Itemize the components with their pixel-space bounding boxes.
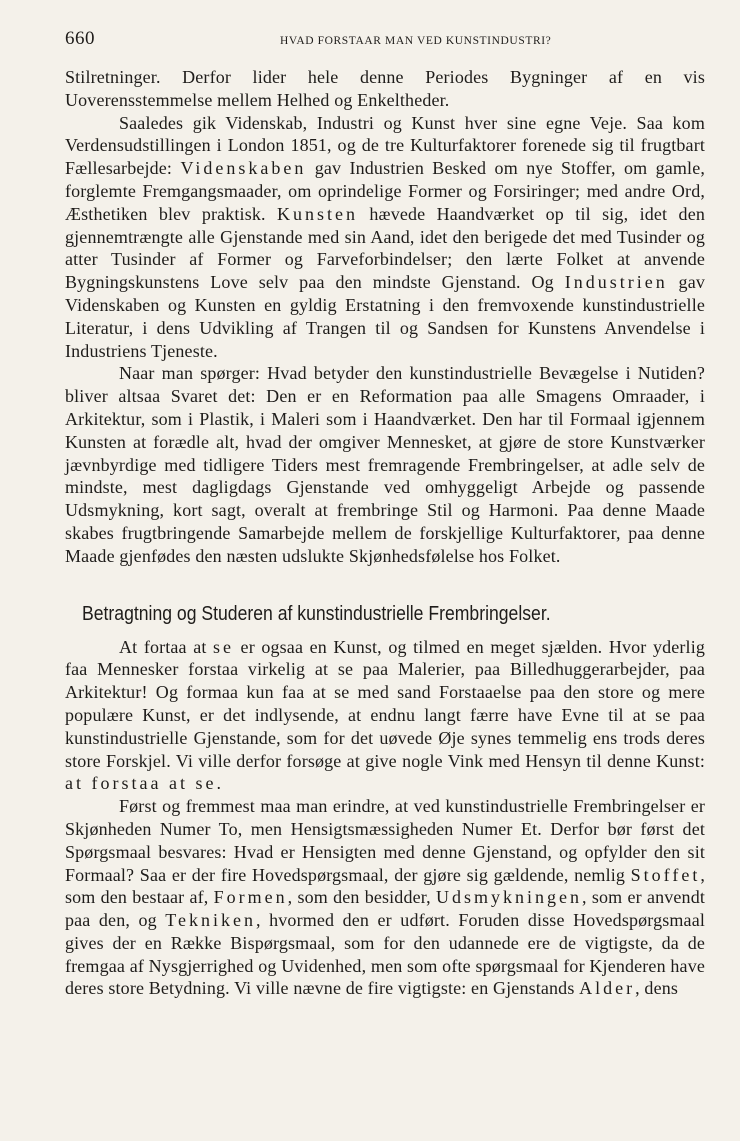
text-run: At fortaa at [119, 636, 214, 657]
spaced-word: Stoffet [630, 864, 701, 885]
book-page [65, 28, 705, 1000]
text-run: gav Videnskaben og Kunsten en gyldig Erstatning i den fremvoxende kunstindustrielle Literatur, i dens Udvikling af Trangen til og Sandsen for Kunstens Anvendelse i Industriens Tjeneste. [65, 272, 705, 361]
text-run: er ogsaa en Kunst, og tilmed en meget sjælden. Hvor yderlig faa Mennesker forstaa virkelig at se paa Malerier, paa Billedhuggerarbejder, paa Arkitektur! Og formaa kun faa at se med sand Forstaaelse paa den store og mere populære Kunst, er det indlysende, at endnu langt færre have Evne til at se paa kunstindustrielle Gjenstande, som for det uøvede Øje synes temmelig ens trods deres store Forskjel. Vi ville derfor forsøge at give nogle Vink med Hensyn til denne Kunst: [65, 636, 705, 771]
paragraph [65, 362, 705, 567]
text-run: , som den bestaar af, [65, 864, 705, 908]
section-1-text [65, 66, 705, 568]
text-run: , hvormed den er udført. Foruden disse Hovedspørgsmaal gives der en Række Bispørgsmaal, som for den udannede ere de vigtigste, da de fremgaa af Nysgjerrighed og Uvidenhed, men som ofte spørgsmaal for Kjenderen have deres store Betydning. Vi ville nævne de fire vigtigste: en Gjenstands [65, 910, 705, 999]
paragraph [65, 66, 705, 112]
running-head [65, 28, 705, 54]
spaced-word: Tekniken [165, 910, 256, 931]
spaced-word: Formen [213, 887, 288, 908]
text-run: Saaledes gik Videnskab, Industri og Kunst hver sine egne Veje. Saa kom Verdensudstillingen i London 1851, og de tre Kulturfaktorer forenede sig til frugtbart Fællesarbejde: [65, 112, 705, 179]
text-run: hævede Haandværket op til sig, idet den gjennemtrængte alle Gjenstande med sin Aand, idet den berigede det med Tusinder og atter Tusinder af Former og Farveforbindelser; den lærte Folket at anvende Bygningskunstens Love selv paa den mindste Gjenstand. Og [65, 203, 705, 293]
running-title: HVAD FORSTAAR MAN VED KUNSTINDUSTRI? [280, 35, 552, 47]
spaced-word: at forstaa at se. [65, 773, 224, 794]
text-run: Naar man spørger: Hvad betyder den kunstindustrielle Bevægelse i Nutiden? bliver altsaa Svaret det: Den er en Reformation paa alle Smagens Omraader, i Arkitektur, som i Plastik, i Maleri som i Haandværket. Den har til Formaal igjennem Kunsten at forædle alt, hvad der omgiver Mennesket, at gjøre de store Kunstværker jævnbyrdige med tidligere Tiders mest fremragende Frembringelser, at adle selv de mindste, mest dagligdags Gjenstande ved omhyggeligt Arbejde og passende Udsmykning, kort sagt, overalt at frembringe Stil og Harmoni. Paa denne Maade skabes frugtbringende Samarbejde mellem de forskjellige Kulturfaktorer, paa denne Maade gjenfødes den næsten udslukte Skjønhedsfølelse hos Folket. [65, 363, 705, 566]
paragraph [65, 636, 705, 796]
spaced-word: se [213, 636, 235, 657]
text-run: , som den besidder, [287, 887, 437, 908]
paragraph [65, 795, 705, 1000]
spaced-word: Industrien [564, 272, 668, 293]
section-2-text [65, 636, 705, 1001]
text-run: , som er anvendt paa den, og [65, 887, 705, 931]
spaced-word: Kunsten [277, 203, 359, 224]
section-heading: Betragtning og Studeren af kunstindustrielle Frembringelser. [82, 602, 551, 625]
text-run: Først og fremmest maa man erindre, at ved kunstindustrielle Frembringelser er Skjønheden Numer To, men Hensigtsmæssigheden Numer Et. Derfor bør først det Spørgsmaal besvares: Hvad er Hensigten med denne Gjenstand, og opfylder den sit Formaal? Saa er der fire Hovedspørgsmaal, der gjøre sig gældende, nemlig [65, 796, 705, 885]
page-number: 660 [65, 28, 95, 49]
text-run: Stilretninger. Derfor lider hele denne Periodes Bygninger af en vis Uoverensstemmelse mellem Helhed og Enkeltheder. [65, 67, 705, 110]
text-run: , dens [635, 978, 679, 999]
spaced-word: Videnskaben [180, 158, 307, 179]
paragraph [65, 112, 705, 363]
spaced-word: Alder [579, 978, 636, 999]
spaced-word: Udsmykningen [436, 887, 583, 908]
text-run: gav Industrien Besked om nye Stoffer, om gamle, forglemte Fremgangsmaader, om oprindelige Former og Forsiringer; med andre Ord, Æsthetiken blev praktisk. [65, 158, 705, 224]
